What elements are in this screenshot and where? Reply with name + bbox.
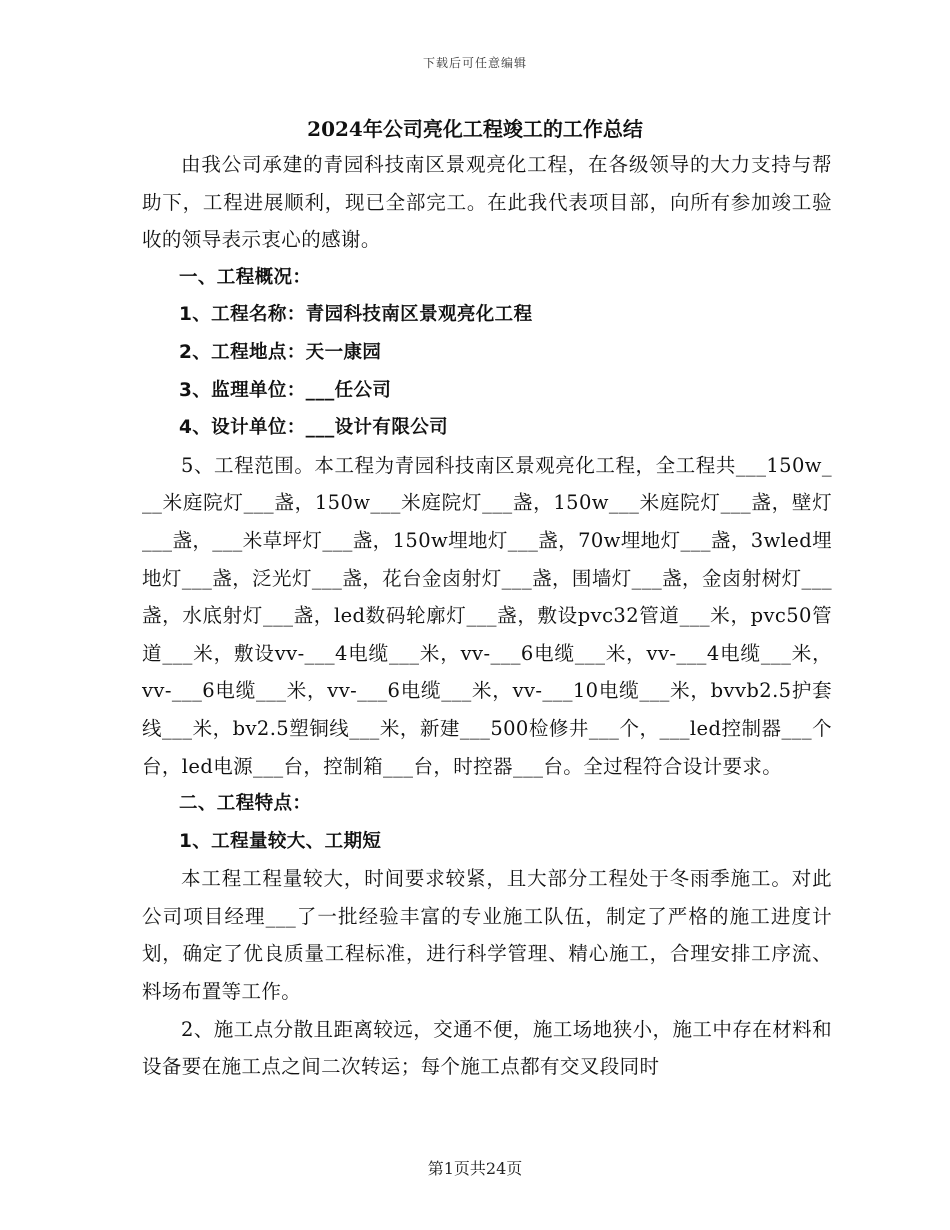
intro-paragraph: 由我公司承建的青园科技南区景观亮化工程，在各级领导的大力支持与帮助下，工程进展顺利，现已全部完工。在此我代表项目部，向所有参加竣工验收的领导表示衷心的感谢。: [142, 153, 832, 252]
document-title: 2024年公司亮化工程竣工的工作总结: [307, 117, 643, 141]
project-location-line: 2、工程地点：天一康园: [179, 341, 382, 363]
header-note: 下载后可任意编辑: [422, 56, 527, 70]
project-scope-paragraph: 5、工程范围。本工程为青园科技南区景观亮化工程，全工程共___150w___米庭院灯___盏，150w___米庭院灯___盏，150w___米庭院灯___盏，壁灯___盏，___米草坪灯___盏，150w埋地灯___盏，70w埋地灯___盏，3wled埋地灯___盏，泛光灯___盏，花台金卤射灯___盏，围墙灯___盏，金卤射树灯___盏，水底射灯___盏，led数码轮廓灯___盏，敷设pvc32管道___米，pvc50管道___米，敷设vv-___4电缆___米，vv-___6电缆___米，vv-___4电缆___米，vv-___6电缆___米，vv-___6电缆___米，vv-___10电缆___米，bvvb2.5护套线___米，bv2.5塑铜线___米，新建___500检修井___个，___led控制器___个台，led电源___台，控制箱___台，时控器___台。全过程符合设计要求。: [142, 453, 832, 778]
feature-paragraph-2: 2、施工点分散且距离较远，交通不便，施工场地狭小，施工中存在材料和设备要在施工点之间二次转运；每个施工点都有交叉段同时: [142, 1017, 832, 1079]
document-body: [142, 146, 832, 1086]
page-number: 第1页共24页: [427, 1159, 523, 1178]
design-unit-line: 4、设计单位：___设计有限公司: [179, 417, 449, 439]
supervision-unit-line: 3、监理单位：___任公司: [179, 379, 392, 401]
section-heading-features: 二、工程特点：: [179, 793, 312, 815]
feature-heading-1: 1、工程量较大、工期短: [179, 830, 382, 852]
feature-paragraph-1: 本工程工程量较大，时间要求较紧，且大部分工程处于冬雨季施工。对此公司项目经理___了一批经验丰富的专业施工队伍，制定了严格的施工进度计划，确定了优良质量工程标准，进行科学管理、精心施工，合理安排工序流、料场布置等工作。: [142, 867, 832, 1004]
section-heading-overview: 一、工程概况：: [179, 266, 312, 288]
project-name-line: 1、工程名称：青园科技南区景观亮化工程: [179, 304, 533, 326]
